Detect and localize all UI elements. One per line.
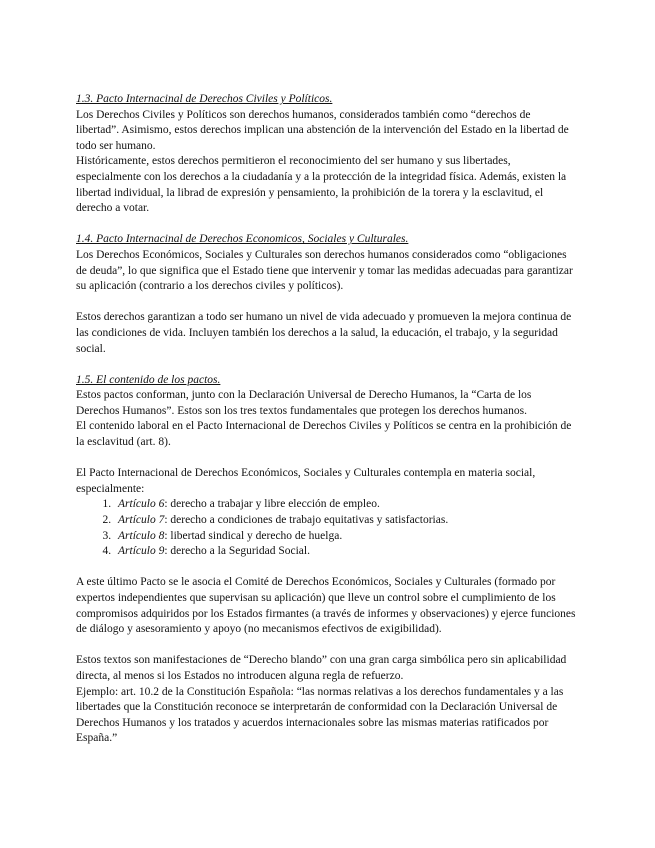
paragraph-1-3-b: Históricamente, estos derechos permitieron el reconocimiento del ser humano y sus libertades, especialmente con los derechos a la ciudadanía y a la protección de la integridad física. Además, existen la libertad individual, la librad de expresión y pensamiento, la prohibición de la torera y la esclavitud, el derecho a votar. [76, 155, 567, 215]
list-item: 2. Artículo 7: derecho a condiciones de trabajo equitativas y satisfactorias. [114, 513, 576, 529]
section-heading-1-4: 1.4. Pacto Internacinal de Derechos Economicos, Sociales y Culturales. [76, 233, 409, 246]
spacer [76, 217, 576, 233]
spacer [76, 638, 576, 654]
articles-list [76, 497, 576, 559]
list-item: 1. Artículo 6: derecho a trabajar y libre elección de empleo. [114, 497, 576, 513]
paragraph-1-5-c: El Pacto Internacional de Derechos Económicos, Sociales y Culturales contempla en materia social, especialmente: [76, 467, 536, 495]
paragraph-1-4-b: Estos derechos garantizan a todo ser humano un nivel de vida adecuado y promueven la mejora continua de las condiciones de vida. Incluyen también los derechos a la salud, la educación, el trabajo, y la seguridad social. [76, 311, 572, 355]
list-item: 4. Artículo 9: derecho a la Seguridad Social. [114, 544, 576, 560]
paragraph-1-5-e: Estos textos son manifestaciones de “Derecho blando” con una gran carga simbólica pero sin aplicabilidad directa, al menos si los Estados no introducen alguna regla de refuerzo. [76, 654, 567, 682]
spacer [76, 357, 576, 373]
paragraph-1-5-b: El contenido laboral en el Pacto Internacional de Derechos Civiles y Políticos se centra en la prohibición de la esclavitud (art. 8). [76, 420, 572, 449]
paragraph-1-4-a: Los Derechos Económicos, Sociales y Culturales son derechos humanos considerados como “obligaciones de deuda”, lo que significa que el Estado tiene que intervenir y tomar las medidas adecuadas para garantizar su aplicación (contrario a los derechos civiles y políticos). [76, 248, 573, 293]
section-heading-1-5: 1.5. El contenido de los pactos. [76, 373, 221, 386]
paragraph-1-5-a: Estos pactos conforman, junto con la Declaración Universal de Derecho Humanos, la “Carta de los Derechos Humanos”. Estos son los tres textos fundamentales que protegen los derechos humanos. [76, 389, 532, 417]
list-item: 3. Artículo 8: libertad sindical y derecho de huelga. [114, 529, 576, 545]
spacer [76, 451, 576, 467]
paragraph-1-3-a: Los Derechos Civiles y Políticos son derechos humanos, considerados también como “derechos de libertad”. Asimismo, estos derechos implican una abstención de la intervención del Estado en la libertad de todo ser humano. [76, 108, 569, 152]
spacer [76, 560, 576, 576]
paragraph-1-5-d: A este último Pacto se le asocia el Comité de Derechos Económicos, Sociales y Culturales (formado por expertos independientes que supervisan su aplicación) que lleve un control sobre el cumplimiento de los compromisos adquiridos por los Estados firmantes (a través de informes y observaciones) y ejerce funciones de diálogo y asesoramiento y apoyo (no mecanismos efectivos de exigibilidad). [76, 576, 576, 636]
paragraph-1-5-f: Ejemplo: art. 10.2 de la Constitución Española: “las normas relativas a los derechos fundamentales y a las libertades que la Constitución reconoce se interpretarán de conformidad con la Declaración Universal de Derechos Humanos y los tratados y acuerdos internacionales sobre las mismas materias ratificados por España.” [76, 685, 564, 745]
section-heading-1-3: 1.3. Pacto Internacinal de Derechos Civiles y Políticos. [76, 93, 333, 105]
document-page [76, 92, 576, 747]
spacer [76, 295, 576, 311]
